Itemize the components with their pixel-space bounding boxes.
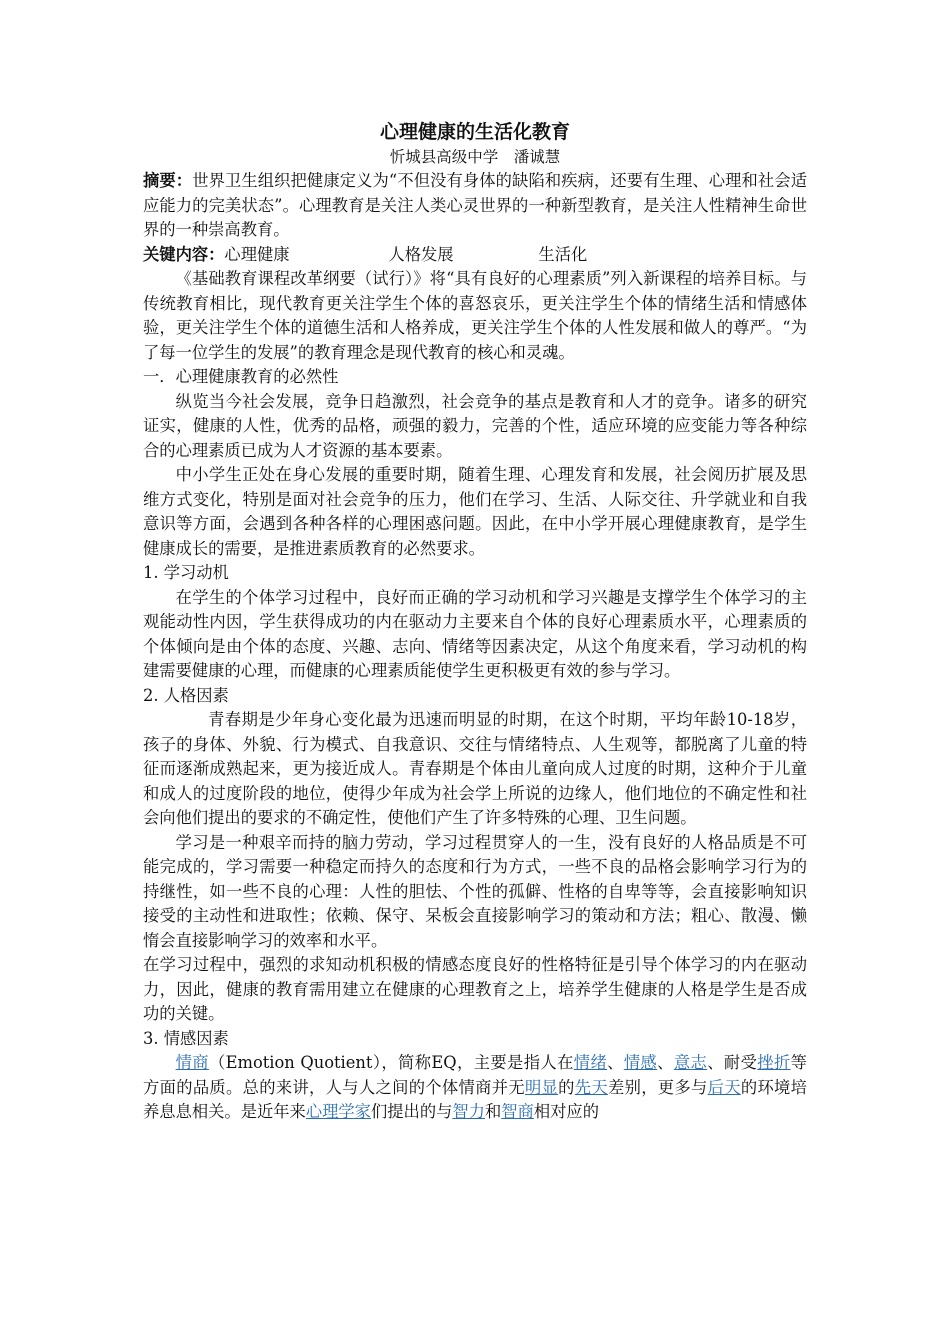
text: 的环境培养息息相关。是近年来 bbox=[143, 1077, 807, 1121]
subsection-heading: 1. 学习动机 bbox=[143, 563, 229, 582]
keyword-item: 心理健康 bbox=[224, 244, 290, 264]
section-heading: 一．心理健康教育的必然性 bbox=[143, 367, 339, 386]
text: 相对应的 bbox=[533, 1102, 599, 1121]
document-title: 心理健康的生活化教育 bbox=[379, 121, 570, 143]
link-xiantian[interactable]: 先天 bbox=[574, 1077, 608, 1097]
text: （Emotion Quotient），简称EQ，主要是指人在 bbox=[208, 1053, 574, 1072]
paragraph: 中小学生正处在身心发展的重要时期，随着生理、心理发育和发展，社会阅历扩展及思维方式变化，特别是面对社会竞争的压力，他们在学习、生活、人际交往、升学就业和自我意识等方面，会遇到各种各样的心理困惑问题。因此，在中小学开展心理健康教育，是学生健康成长的需要，是推进素质教育的必然要求。 bbox=[143, 465, 807, 558]
abstract-text: 世界卫生组织把健康定义为“不但没有身体的缺陷和疾病，还要有生理、心理和社会适应能力的完美状态”。心理教育是关注人类心灵世界的一种新型教育，是关注人性精神生命世界的一种崇高教育。 bbox=[143, 171, 807, 239]
link-xinlixuejia[interactable]: 心理学家 bbox=[305, 1102, 371, 1121]
paragraph: 在学生的个体学习过程中，良好而正确的学习动机和学习兴趣是支撑学生个体学习的主观能动性内因，学生获得成功的内在驱动力主要来自个体的良好心理素质水平，心理素质的个体倾向是由个体的态度、兴趣、志向、情绪等因素决定，从这个角度来看，学习动机的构建需要健康的心理，而健康的心理素质能使学生更积极更有效的参与学习。 bbox=[143, 587, 807, 680]
intro-paragraph: 《基础教育课程改革纲要（试行）》将“具有良好的心理素质”列入新课程的培养目标。与传统教育相比，现代教育更关注学生个体的喜怒哀乐，更关注学生个体的情绪生活和情感体验，更关注学生个体的道德生活和人格养成，更关注学生个体的人性发展和做人的尊严。“为了每一位学生的发展”的教育理念是现代教育的核心和灵魂。 bbox=[143, 269, 807, 362]
subsection-heading: 3. 情感因素 bbox=[143, 1028, 229, 1048]
link-zhili[interactable]: 智力 bbox=[452, 1102, 485, 1121]
link-cuozhe[interactable]: 挫折 bbox=[757, 1053, 791, 1072]
link-houtian[interactable]: 后天 bbox=[707, 1077, 741, 1097]
text: 和 bbox=[484, 1102, 502, 1121]
link-zhishang[interactable]: 智商 bbox=[501, 1102, 534, 1121]
keywords-label: 关键内容： bbox=[143, 244, 225, 264]
link-mingxian[interactable]: 明显 bbox=[524, 1077, 559, 1097]
paragraph: 学习是一种艰辛而持的脑力劳动，学习过程贯穿人的一生，没有良好的人格品质是不可能完成的，学习需要一种稳定而持久的态度和行为方式，一些不良的品格会影响学习行为的持继性，如一些不良的心理：人性的胆怯、个性的孤僻、性格的自卑等等，会直接影响知识接受的主动性和进取性；依赖、保守、呆板会直接影响学习的策动和方法；粗心、散漫、懒惰会直接影响学习的效率和水平。 bbox=[143, 832, 807, 950]
text: 、耐受 bbox=[707, 1053, 758, 1072]
text: 们提出的与 bbox=[370, 1102, 453, 1121]
document-page bbox=[143, 118, 807, 1125]
paragraph: 青春期是少年身心变化最为迅速而明显的时期，在这个时期，平均年龄10-18岁，孩子的身体、外貌、行为模式、自我意识、交往与情绪特点、人生观等，都脱离了儿童的特征而逐渐成熟起来，更为接近成人。青春期是个体由儿童向成人过度的时期，这种介于儿童和成人的过度阶段的地位，使得少年成为社会学上所说的边缘人，他们地位的不确定性和社会向他们提出的要求的不确定性，使他们产生了许多特殊的心理、卫生问题。 bbox=[143, 710, 807, 827]
text: 差别，更多与 bbox=[607, 1077, 708, 1097]
author-line: 忻城县高级中学 潘诚慧 bbox=[389, 148, 561, 166]
link-qinggan[interactable]: 情感 bbox=[623, 1053, 658, 1072]
abstract-label: 摘要： bbox=[143, 171, 193, 190]
link-yizhi[interactable]: 意志 bbox=[673, 1053, 708, 1072]
paragraph: 在学习过程中，强烈的求知动机积极的情感态度良好的性格特征是引导个体学习的内在驱动力，因此，健康的教育需用建立在健康的心理教育之上，培养学生健康的人格是学生是否成功的关键。 bbox=[143, 955, 807, 1023]
text: 等方面的品质。总的来讲，人与人之间的个体情商并无 bbox=[143, 1053, 807, 1097]
keyword-item: 生活化 bbox=[538, 244, 588, 264]
text: 的 bbox=[558, 1077, 575, 1097]
paragraph-eq bbox=[143, 1051, 807, 1125]
subsection-heading: 2. 人格因素 bbox=[143, 685, 229, 705]
text: 、 bbox=[607, 1053, 624, 1072]
paragraph: 纵览当今社会发展，竞争日趋激烈，社会竞争的基点是教育和人才的竞争。诸多的研究证实，健康的人性，优秀的品格，顽强的毅力，完善的个性，适应环境的应变能力等各种综合的心理素质已成为人才资源的基本要素。 bbox=[143, 391, 807, 460]
abstract bbox=[143, 169, 807, 243]
link-qingxu[interactable]: 情绪 bbox=[573, 1053, 608, 1072]
link-qingshang[interactable]: 情商 bbox=[175, 1053, 209, 1072]
text: 、 bbox=[657, 1053, 674, 1072]
keywords bbox=[143, 243, 807, 268]
keyword-item: 人格发展 bbox=[388, 244, 454, 264]
